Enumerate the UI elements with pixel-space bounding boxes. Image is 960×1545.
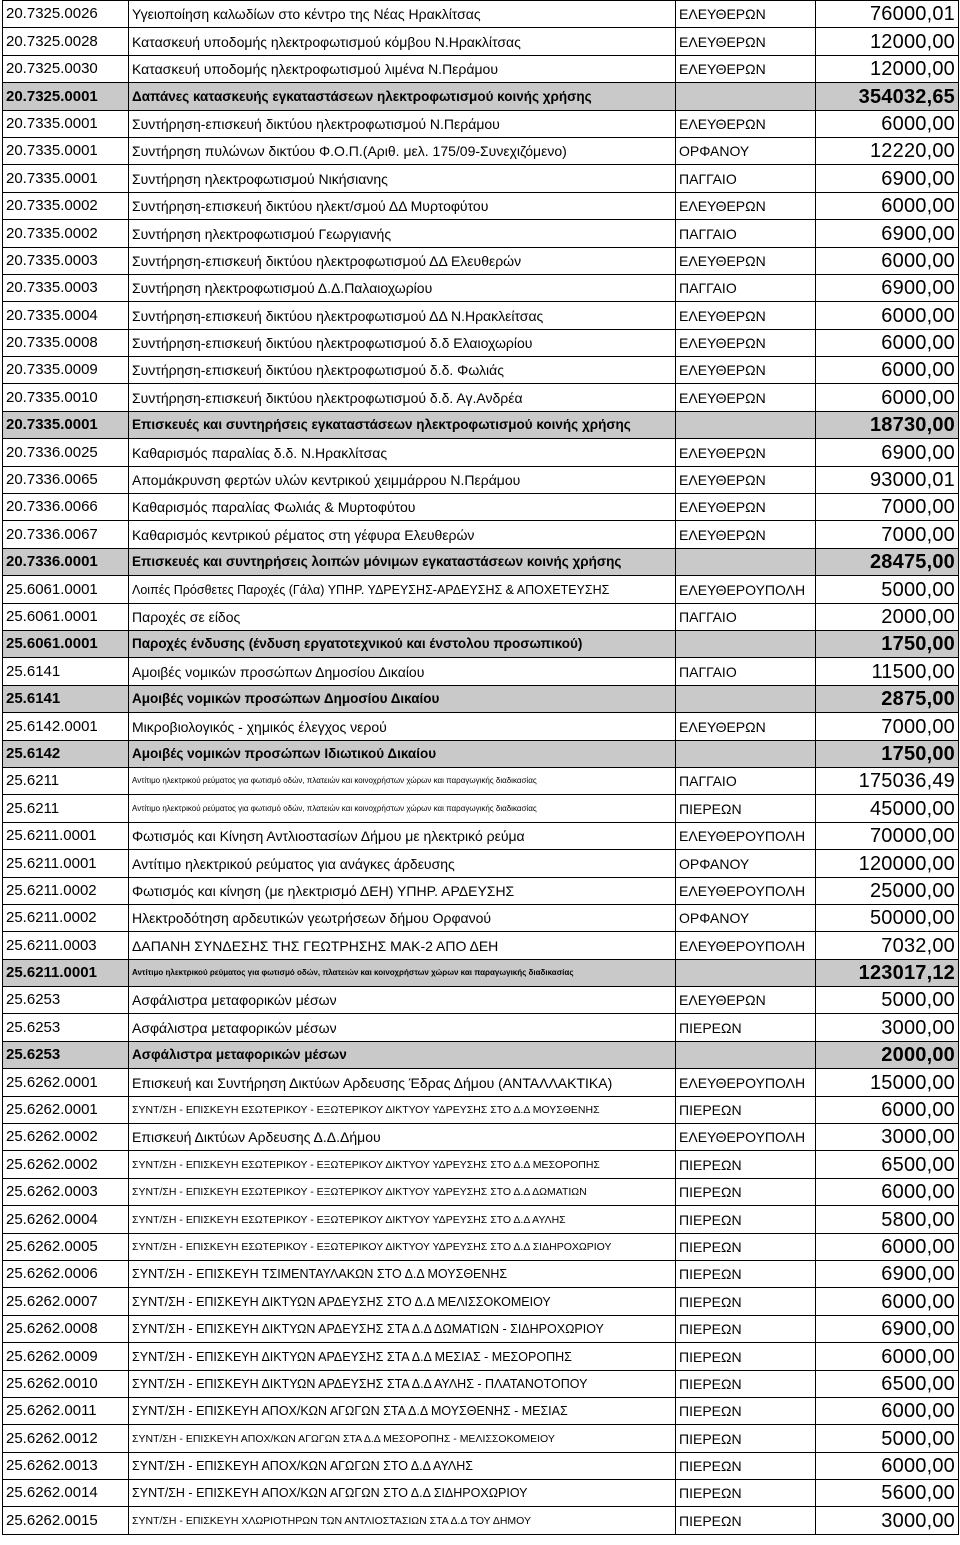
- description-cell: Αντίτιμο ηλεκτρικού ρεύματος για φωτισμό οδών, πλατειών και κοινοχρήστων χώρων και παραγωγικής διαδικασίας: [129, 767, 676, 794]
- table-row: [3, 767, 959, 794]
- account-code-cell: 20.7335.0001: [3, 411, 129, 438]
- account-code-cell: 20.7335.0004: [3, 302, 129, 329]
- area-cell: ΕΛΕΥΘΕΡΩΝ: [676, 466, 816, 493]
- account-code-cell: 25.6211.0002: [3, 904, 129, 931]
- area-cell: ΕΛΕΥΘΕΡΟΥΠΟΛΗ: [676, 1069, 816, 1096]
- description-cell: Συντήρηση ηλεκτροφωτισμού Γεωργιανής: [129, 220, 676, 247]
- description-cell: Επισκευές και συντηρήσεις λοιπών μόνιμων εγκαταστάσεων κοινής χρήσης: [129, 548, 676, 575]
- account-code-cell: 20.7335.0001: [3, 165, 129, 192]
- amount-cell: 354032,65: [816, 83, 959, 110]
- description-cell: Δαπάνες κατασκευής εγκαταστάσεων ηλεκτροφωτισμού κοινής χρήσης: [129, 83, 676, 110]
- amount-cell: 2875,00: [816, 685, 959, 712]
- amount-cell: 28475,00: [816, 548, 959, 575]
- description-cell: Επισκευές και συντηρήσεις εγκαταστάσεων ηλεκτροφωτισμού κοινής χρήσης: [129, 411, 676, 438]
- amount-cell: 6000,00: [816, 1452, 959, 1479]
- account-code-cell: 25.6262.0013: [3, 1452, 129, 1479]
- amount-cell: 3000,00: [816, 1124, 959, 1151]
- amount-cell: 6900,00: [816, 1315, 959, 1342]
- description-cell: Ασφάλιστρα μεταφορικών μέσων: [129, 1014, 676, 1041]
- account-code-cell: 20.7335.0002: [3, 220, 129, 247]
- area-cell: ΠΙΕΡΕΩΝ: [676, 1370, 816, 1397]
- description-cell: ΣΥΝΤ/ΣΗ - ΕΠΙΣΚΕΥΗ ΕΣΩΤΕΡΙΚΟΥ - ΕΞΩΤΕΡΙΚΟΥ ΔΙΚΤΥΟΥ ΥΔΡΕΥΣΗΣ ΣΤΟ Δ.Δ ΜΟΥΣΘΕΝΗΣ: [129, 1096, 676, 1123]
- account-code-cell: 25.6262.0001: [3, 1096, 129, 1123]
- table-body: [3, 1, 959, 1535]
- amount-cell: 7000,00: [816, 713, 959, 740]
- amount-cell: 7000,00: [816, 494, 959, 521]
- table-row: [3, 220, 959, 247]
- description-cell: ΣΥΝΤ/ΣΗ - ΕΠΙΣΚΕΥΗ ΔΙΚΤΥΩΝ ΑΡΔΕΥΣΗΣ ΣΤΟ Δ.Δ ΜΕΛΙΣΣΟΚΟΜΕΙΟΥ: [129, 1288, 676, 1315]
- account-code-cell: 20.7335.0001: [3, 110, 129, 137]
- account-code-cell: 20.7336.0067: [3, 521, 129, 548]
- account-code-cell: 25.6262.0006: [3, 1260, 129, 1287]
- area-cell: ΕΛΕΥΘΕΡΩΝ: [676, 192, 816, 219]
- account-code-cell: 25.6262.0015: [3, 1507, 129, 1534]
- description-cell: Κατασκευή υποδομής ηλεκτροφωτισμού λιμένα Ν.Περάμου: [129, 55, 676, 82]
- amount-cell: 6000,00: [816, 192, 959, 219]
- amount-cell: 6900,00: [816, 439, 959, 466]
- area-cell: ΠΑΓΓΑΙΟ: [676, 274, 816, 301]
- description-cell: Φωτισμός και Κίνηση Αντλιοστασίων Δήμου με ηλεκτρικό ρεύμα: [129, 822, 676, 849]
- account-code-cell: 25.6141: [3, 658, 129, 685]
- account-code-cell: 25.6262.0008: [3, 1315, 129, 1342]
- description-cell: Συντήρηση-επισκευή δικτύου ηλεκτ/σμού ΔΔ Μυρτοφύτου: [129, 192, 676, 219]
- description-cell: ΣΥΝΤ/ΣΗ - ΕΠΙΣΚΕΥΗ ΑΠΟΧ/ΚΩΝ ΑΓΩΓΩΝ ΣΤΑ Δ.Δ ΜΟΥΣΘΕΝΗΣ - ΜΕΣΙΑΣ: [129, 1397, 676, 1424]
- description-cell: Λοιπές Πρόσθετες Παροχές (Γάλα) ΥΠΗΡ. ΥΔΡΕΥΣΗΣ-ΑΡΔΕΥΣΗΣ & ΑΠΟΧΕΤΕΥΣΗΣ: [129, 576, 676, 603]
- amount-cell: 6500,00: [816, 1370, 959, 1397]
- table-row: [3, 55, 959, 82]
- account-code-cell: 25.6211: [3, 795, 129, 822]
- description-cell: ΣΥΝΤ/ΣΗ - ΕΠΙΣΚΕΥΗ ΑΠΟΧ/ΚΩΝ ΑΓΩΓΩΝ ΣΤΟ Δ.Δ ΑΥΛΗΣ: [129, 1452, 676, 1479]
- area-cell: ΠΙΕΡΕΩΝ: [676, 1206, 816, 1233]
- area-cell: ΕΛΕΥΘΕΡΩΝ: [676, 357, 816, 384]
- amount-cell: 5000,00: [816, 1425, 959, 1452]
- account-code-cell: 20.7336.0065: [3, 466, 129, 493]
- area-cell: ΠΙΕΡΕΩΝ: [676, 1014, 816, 1041]
- amount-cell: 6000,00: [816, 384, 959, 411]
- account-code-cell: 25.6262.0010: [3, 1370, 129, 1397]
- area-cell: ΠΙΕΡΕΩΝ: [676, 1480, 816, 1507]
- table-row: [3, 1425, 959, 1452]
- table-row: [3, 658, 959, 685]
- area-cell: [676, 411, 816, 438]
- area-cell: ΠΑΓΓΑΙΟ: [676, 603, 816, 630]
- amount-cell: 3000,00: [816, 1507, 959, 1534]
- account-code-cell: 20.7336.0001: [3, 548, 129, 575]
- area-cell: ΟΡΦΑΝΟΥ: [676, 137, 816, 164]
- subtotal-row: [3, 1041, 959, 1068]
- area-cell: ΕΛΕΥΘΕΡΩΝ: [676, 247, 816, 274]
- account-code-cell: 25.6211.0003: [3, 932, 129, 959]
- amount-cell: 6000,00: [816, 1178, 959, 1205]
- description-cell: Αμοιβές νομικών προσώπων Δημοσίου Δικαίου: [129, 658, 676, 685]
- subtotal-row: [3, 548, 959, 575]
- table-row: [3, 1151, 959, 1178]
- description-cell: ΣΥΝΤ/ΣΗ - ΕΠΙΣΚΕΥΗ ΕΣΩΤΕΡΙΚΟΥ - ΕΞΩΤΕΡΙΚΟΥ ΔΙΚΤΥΟΥ ΥΔΡΕΥΣΗΣ ΣΤΟ Δ.Δ ΔΩΜΑΤΙΩΝ: [129, 1178, 676, 1205]
- description-cell: Συντήρηση-επισκευή δικτύου ηλεκτροφωτισμού δ.δ. Φωλιάς: [129, 357, 676, 384]
- account-code-cell: 25.6262.0002: [3, 1124, 129, 1151]
- table-row: [3, 1233, 959, 1260]
- area-cell: ΠΙΕΡΕΩΝ: [676, 1288, 816, 1315]
- description-cell: ΔΑΠΑΝΗ ΣΥΝΔΕΣΗΣ ΤΗΣ ΓΕΩΤΡΗΣΗΣ ΜΑΚ-2 ΑΠΟ ΔΕΗ: [129, 932, 676, 959]
- area-cell: ΕΛΕΥΘΕΡΩΝ: [676, 713, 816, 740]
- table-row: [3, 850, 959, 877]
- amount-cell: 175036,49: [816, 767, 959, 794]
- area-cell: ΠΙΕΡΕΩΝ: [676, 1151, 816, 1178]
- account-code-cell: 25.6262.0002: [3, 1151, 129, 1178]
- amount-cell: 6000,00: [816, 1288, 959, 1315]
- account-code-cell: 25.6262.0003: [3, 1178, 129, 1205]
- subtotal-row: [3, 83, 959, 110]
- amount-cell: 2000,00: [816, 1041, 959, 1068]
- account-code-cell: 25.6253: [3, 987, 129, 1014]
- amount-cell: 6900,00: [816, 220, 959, 247]
- table-row: [3, 1096, 959, 1123]
- area-cell: [676, 740, 816, 767]
- description-cell: Αντίτιμο ηλεκτρικού ρεύματος για φωτισμό οδών, πλατειών και κοινοχρήστων χώρων και παραγωγικής διαδικασίας: [129, 795, 676, 822]
- description-cell: Μικροβιολογικός - χημικός έλεγχος νερού: [129, 713, 676, 740]
- description-cell: Καθαρισμός παραλίας Φωλιάς & Μυρτοφύτου: [129, 494, 676, 521]
- table-row: [3, 137, 959, 164]
- account-code-cell: 20.7335.0009: [3, 357, 129, 384]
- account-code-cell: 25.6211.0001: [3, 850, 129, 877]
- description-cell: ΣΥΝΤ/ΣΗ - ΕΠΙΣΚΕΥΗ ΔΙΚΤΥΩΝ ΑΡΔΕΥΣΗΣ ΣΤΑ Δ.Δ ΑΥΛΗΣ - ΠΛΑΤΑΝΟΤΟΠΟΥ: [129, 1370, 676, 1397]
- table-row: [3, 877, 959, 904]
- area-cell: [676, 83, 816, 110]
- area-cell: ΠΙΕΡΕΩΝ: [676, 1397, 816, 1424]
- table-row: [3, 795, 959, 822]
- table-row: [3, 247, 959, 274]
- description-cell: Συντήρηση-επισκευή δικτύου ηλεκτροφωτισμού ΔΔ Ν.Ηρακλείτσας: [129, 302, 676, 329]
- subtotal-row: [3, 630, 959, 657]
- area-cell: ΕΛΕΥΘΕΡΩΝ: [676, 987, 816, 1014]
- description-cell: ΣΥΝΤ/ΣΗ - ΕΠΙΣΚΕΥΗ ΤΣΙΜΕΝΤΑΥΛΑΚΩΝ ΣΤΟ Δ.Δ ΜΟΥΣΘΕΝΗΣ: [129, 1260, 676, 1287]
- account-code-cell: 20.7336.0066: [3, 494, 129, 521]
- amount-cell: 70000,00: [816, 822, 959, 849]
- amount-cell: 6000,00: [816, 329, 959, 356]
- account-code-cell: 20.7325.0028: [3, 28, 129, 55]
- area-cell: [676, 1041, 816, 1068]
- table-row: [3, 1480, 959, 1507]
- description-cell: Αμοιβές νομικών προσώπων Δημοσίου Δικαίου: [129, 685, 676, 712]
- table-row: [3, 1124, 959, 1151]
- account-code-cell: 20.7335.0008: [3, 329, 129, 356]
- amount-cell: 12220,00: [816, 137, 959, 164]
- amount-cell: 6000,00: [816, 1096, 959, 1123]
- amount-cell: 15000,00: [816, 1069, 959, 1096]
- budget-table: [2, 0, 959, 1535]
- amount-cell: 5600,00: [816, 1480, 959, 1507]
- amount-cell: 12000,00: [816, 28, 959, 55]
- table-row: [3, 28, 959, 55]
- account-code-cell: 25.6262.0004: [3, 1206, 129, 1233]
- table-row: [3, 384, 959, 411]
- area-cell: ΠΑΓΓΑΙΟ: [676, 767, 816, 794]
- amount-cell: 7000,00: [816, 521, 959, 548]
- description-cell: Συντήρηση-επισκευή δικτύου ηλεκτροφωτισμού δ.δ. Αγ.Ανδρέα: [129, 384, 676, 411]
- area-cell: ΠΑΓΓΑΙΟ: [676, 658, 816, 685]
- table-row: [3, 521, 959, 548]
- description-cell: Συντήρηση ηλεκτροφωτισμού Δ.Δ.Παλαιοχωρίου: [129, 274, 676, 301]
- table-row: [3, 904, 959, 931]
- description-cell: ΣΥΝΤ/ΣΗ - ΕΠΙΣΚΕΥΗ ΑΠΟΧ/ΚΩΝ ΑΓΩΓΩΝ ΣΤΟ Δ.Δ ΣΙΔΗΡΟΧΩΡΙΟΥ: [129, 1480, 676, 1507]
- description-cell: Συντήρηση ηλεκτροφωτισμού Νικήσιανης: [129, 165, 676, 192]
- table-row: [3, 932, 959, 959]
- account-code-cell: 25.6061.0001: [3, 630, 129, 657]
- table-row: [3, 987, 959, 1014]
- table-row: [3, 329, 959, 356]
- description-cell: Ασφάλιστρα μεταφορικών μέσων: [129, 1041, 676, 1068]
- account-code-cell: 25.6262.0001: [3, 1069, 129, 1096]
- amount-cell: 6000,00: [816, 357, 959, 384]
- account-code-cell: 25.6142.0001: [3, 713, 129, 740]
- description-cell: Παροχές σε είδος: [129, 603, 676, 630]
- description-cell: Καθαρισμός παραλίας δ.δ. Ν.Ηρακλίτσας: [129, 439, 676, 466]
- area-cell: ΕΛΕΥΘΕΡΟΥΠΟΛΗ: [676, 1124, 816, 1151]
- account-code-cell: 20.7335.0010: [3, 384, 129, 411]
- description-cell: Συντήρηση-επισκευή δικτύου ηλεκτροφωτισμού ΔΔ Ελευθερών: [129, 247, 676, 274]
- account-code-cell: 20.7325.0030: [3, 55, 129, 82]
- area-cell: ΟΡΦΑΝΟΥ: [676, 904, 816, 931]
- table-row: [3, 165, 959, 192]
- account-code-cell: 25.6253: [3, 1014, 129, 1041]
- table-row: [3, 1507, 959, 1534]
- area-cell: ΕΛΕΥΘΕΡΟΥΠΟΛΗ: [676, 932, 816, 959]
- table-row: [3, 1397, 959, 1424]
- description-cell: Συντήρηση-επισκευή δικτύου ηλεκτροφωτισμού δ.δ Ελαιοχωρίου: [129, 329, 676, 356]
- amount-cell: 5000,00: [816, 987, 959, 1014]
- amount-cell: 76000,01: [816, 1, 959, 28]
- description-cell: Κατασκευή υποδομής ηλεκτροφωτισμού κόμβου Ν.Ηρακλίτσας: [129, 28, 676, 55]
- amount-cell: 6000,00: [816, 110, 959, 137]
- amount-cell: 6900,00: [816, 274, 959, 301]
- description-cell: Αντίτιμο ηλεκτρικού ρεύματος για ανάγκες άρδευσης: [129, 850, 676, 877]
- account-code-cell: 20.7335.0002: [3, 192, 129, 219]
- table-row: [3, 1343, 959, 1370]
- table-row: [3, 466, 959, 493]
- table-row: [3, 494, 959, 521]
- table-row: [3, 713, 959, 740]
- amount-cell: 6900,00: [816, 1260, 959, 1287]
- area-cell: ΕΛΕΥΘΕΡΩΝ: [676, 110, 816, 137]
- table-row: [3, 576, 959, 603]
- description-cell: ΣΥΝΤ/ΣΗ - ΕΠΙΣΚΕΥΗ ΕΣΩΤΕΡΙΚΟΥ - ΕΞΩΤΕΡΙΚΟΥ ΔΙΚΤΥΟΥ ΥΔΡΕΥΣΗΣ ΣΤΟ Δ.Δ ΜΕΣΟΡΟΠΗΣ: [129, 1151, 676, 1178]
- area-cell: ΠΙΕΡΕΩΝ: [676, 1315, 816, 1342]
- description-cell: ΣΥΝΤ/ΣΗ - ΕΠΙΣΚΕΥΗ ΧΛΩΡΙΟΤΗΡΩΝ ΤΩΝ ΑΝΤΛΙΟΣΤΑΣΙΩΝ ΣΤΑ Δ.Δ ΤΟΥ ΔΗΜΟΥ: [129, 1507, 676, 1534]
- area-cell: ΟΡΦΑΝΟΥ: [676, 850, 816, 877]
- subtotal-row: [3, 959, 959, 986]
- description-cell: Απομάκρυνση φερτών υλών κεντρικού χειμμάρρου Ν.Περάμου: [129, 466, 676, 493]
- area-cell: ΠΙΕΡΕΩΝ: [676, 795, 816, 822]
- account-code-cell: 25.6061.0001: [3, 603, 129, 630]
- table-row: [3, 1452, 959, 1479]
- amount-cell: 45000,00: [816, 795, 959, 822]
- amount-cell: 6900,00: [816, 165, 959, 192]
- area-cell: ΠΙΕΡΕΩΝ: [676, 1260, 816, 1287]
- account-code-cell: 25.6142: [3, 740, 129, 767]
- amount-cell: 18730,00: [816, 411, 959, 438]
- account-code-cell: 25.6262.0012: [3, 1425, 129, 1452]
- amount-cell: 50000,00: [816, 904, 959, 931]
- amount-cell: 5800,00: [816, 1206, 959, 1233]
- table-row: [3, 822, 959, 849]
- amount-cell: 1750,00: [816, 630, 959, 657]
- area-cell: ΕΛΕΥΘΕΡΩΝ: [676, 439, 816, 466]
- area-cell: ΕΛΕΥΘΕΡΩΝ: [676, 28, 816, 55]
- area-cell: ΕΛΕΥΘΕΡΩΝ: [676, 1, 816, 28]
- account-code-cell: 25.6211.0002: [3, 877, 129, 904]
- table-row: [3, 1014, 959, 1041]
- account-code-cell: 25.6211.0001: [3, 959, 129, 986]
- area-cell: ΠΑΓΓΑΙΟ: [676, 165, 816, 192]
- amount-cell: 120000,00: [816, 850, 959, 877]
- table-row: [3, 1206, 959, 1233]
- description-cell: Συντήρηση-επισκευή δικτύου ηλεκτροφωτισμού Ν.Περάμου: [129, 110, 676, 137]
- description-cell: Συντήρηση πυλώνων δικτύου Φ.Ο.Π.(Αριθ. μελ. 175/09-Συνεχιζόμενο): [129, 137, 676, 164]
- amount-cell: 1750,00: [816, 740, 959, 767]
- subtotal-row: [3, 685, 959, 712]
- table-row: [3, 439, 959, 466]
- account-code-cell: 25.6211.0001: [3, 822, 129, 849]
- table-row: [3, 357, 959, 384]
- account-code-cell: 20.7325.0026: [3, 1, 129, 28]
- area-cell: ΕΛΕΥΘΕΡΟΥΠΟΛΗ: [676, 576, 816, 603]
- subtotal-row: [3, 411, 959, 438]
- amount-cell: 6500,00: [816, 1151, 959, 1178]
- area-cell: ΠΙΕΡΕΩΝ: [676, 1507, 816, 1534]
- area-cell: ΕΛΕΥΘΕΡΩΝ: [676, 55, 816, 82]
- description-cell: Υγειοποίηση καλωδίων στο κέντρο της Νέας Ηρακλίτσας: [129, 1, 676, 28]
- area-cell: ΠΙΕΡΕΩΝ: [676, 1233, 816, 1260]
- account-code-cell: 25.6262.0014: [3, 1480, 129, 1507]
- account-code-cell: 20.7335.0003: [3, 247, 129, 274]
- account-code-cell: 20.7335.0001: [3, 137, 129, 164]
- amount-cell: 6000,00: [816, 1233, 959, 1260]
- table-row: [3, 1, 959, 28]
- area-cell: ΕΛΕΥΘΕΡΩΝ: [676, 302, 816, 329]
- description-cell: ΣΥΝΤ/ΣΗ - ΕΠΙΣΚΕΥΗ ΔΙΚΤΥΩΝ ΑΡΔΕΥΣΗΣ ΣΤΑ Δ.Δ ΔΩΜΑΤΙΩΝ - ΣΙΔΗΡΟΧΩΡΙΟΥ: [129, 1315, 676, 1342]
- table-row: [3, 192, 959, 219]
- area-cell: [676, 630, 816, 657]
- description-cell: ΣΥΝΤ/ΣΗ - ΕΠΙΣΚΕΥΗ ΔΙΚΤΥΩΝ ΑΡΔΕΥΣΗΣ ΣΤΑ Δ.Δ ΜΕΣΙΑΣ - ΜΕΣΟΡΟΠΗΣ: [129, 1343, 676, 1370]
- account-code-cell: 25.6262.0007: [3, 1288, 129, 1315]
- table-row: [3, 302, 959, 329]
- table-row: [3, 1288, 959, 1315]
- account-code-cell: 25.6262.0009: [3, 1343, 129, 1370]
- table-row: [3, 1370, 959, 1397]
- account-code-cell: 25.6061.0001: [3, 576, 129, 603]
- area-cell: ΠΙΕΡΕΩΝ: [676, 1425, 816, 1452]
- area-cell: ΠΙΕΡΕΩΝ: [676, 1452, 816, 1479]
- account-code-cell: 20.7335.0003: [3, 274, 129, 301]
- table-row: [3, 603, 959, 630]
- amount-cell: 6000,00: [816, 1343, 959, 1370]
- description-cell: Αμοιβές νομικών προσώπων Ιδιωτικού Δικαίου: [129, 740, 676, 767]
- description-cell: Ηλεκτροδότηση αρδευτικών γεωτρήσεων δήμου Ορφανού: [129, 904, 676, 931]
- area-cell: [676, 959, 816, 986]
- area-cell: ΠΙΕΡΕΩΝ: [676, 1096, 816, 1123]
- amount-cell: 12000,00: [816, 55, 959, 82]
- table-row: [3, 1260, 959, 1287]
- amount-cell: 123017,12: [816, 959, 959, 986]
- description-cell: Ασφάλιστρα μεταφορικών μέσων: [129, 987, 676, 1014]
- description-cell: Επισκευή και Συντήρηση Δικτύων Αρδευσης Έδρας Δήμου (ΑΝΤΑΛΛΑΚΤΙΚΑ): [129, 1069, 676, 1096]
- amount-cell: 5000,00: [816, 576, 959, 603]
- area-cell: [676, 685, 816, 712]
- description-cell: Φωτισμός και κίνηση (με ηλεκτρισμό ΔΕΗ) ΥΠΗΡ. ΑΡΔΕΥΣΗΣ: [129, 877, 676, 904]
- description-cell: Αντίτιμο ηλεκτρικού ρεύματος για φωτισμό οδών, πλατειών και κοινοχρήστων χώρων και παραγωγικής διαδικασίας: [129, 959, 676, 986]
- table-row: [3, 1178, 959, 1205]
- description-cell: ΣΥΝΤ/ΣΗ - ΕΠΙΣΚΕΥΗ ΕΣΩΤΕΡΙΚΟΥ - ΕΞΩΤΕΡΙΚΟΥ ΔΙΚΤΥΟΥ ΥΔΡΕΥΣΗΣ ΣΤΟ Δ.Δ ΣΙΔΗΡΟΧΩΡΙΟΥ: [129, 1233, 676, 1260]
- area-cell: ΕΛΕΥΘΕΡΟΥΠΟΛΗ: [676, 822, 816, 849]
- table-row: [3, 274, 959, 301]
- account-code-cell: 25.6141: [3, 685, 129, 712]
- amount-cell: 6000,00: [816, 302, 959, 329]
- description-cell: ΣΥΝΤ/ΣΗ - ΕΠΙΣΚΕΥΗ ΑΠΟΧ/ΚΩΝ ΑΓΩΓΩΝ ΣΤΑ Δ.Δ ΜΕΣΟΡΟΠΗΣ - ΜΕΛΙΣΣΟΚΟΜΕΙΟΥ: [129, 1425, 676, 1452]
- table-row: [3, 1315, 959, 1342]
- amount-cell: 7032,00: [816, 932, 959, 959]
- amount-cell: 25000,00: [816, 877, 959, 904]
- area-cell: ΠΑΓΓΑΙΟ: [676, 220, 816, 247]
- area-cell: ΕΛΕΥΘΕΡΩΝ: [676, 329, 816, 356]
- amount-cell: 6000,00: [816, 247, 959, 274]
- account-code-cell: 25.6262.0005: [3, 1233, 129, 1260]
- area-cell: [676, 548, 816, 575]
- account-code-cell: 25.6211: [3, 767, 129, 794]
- area-cell: ΠΙΕΡΕΩΝ: [676, 1178, 816, 1205]
- account-code-cell: 20.7325.0001: [3, 83, 129, 110]
- area-cell: ΕΛΕΥΘΕΡΩΝ: [676, 384, 816, 411]
- amount-cell: 6000,00: [816, 1397, 959, 1424]
- area-cell: ΕΛΕΥΘΕΡΟΥΠΟΛΗ: [676, 877, 816, 904]
- description-cell: Επισκευή Δικτύων Αρδευσης Δ.Δ.Δήμου: [129, 1124, 676, 1151]
- account-code-cell: 20.7336.0025: [3, 439, 129, 466]
- description-cell: Καθαρισμός κεντρικού ρέματος στη γέφυρα Ελευθερών: [129, 521, 676, 548]
- amount-cell: 11500,00: [816, 658, 959, 685]
- subtotal-row: [3, 740, 959, 767]
- table-row: [3, 110, 959, 137]
- amount-cell: 93000,01: [816, 466, 959, 493]
- account-code-cell: 25.6262.0011: [3, 1397, 129, 1424]
- area-cell: ΠΙΕΡΕΩΝ: [676, 1343, 816, 1370]
- description-cell: Παροχές ένδυσης (ένδυση εργατοτεχνικού και ένστολου προσωπικού): [129, 630, 676, 657]
- description-cell: ΣΥΝΤ/ΣΗ - ΕΠΙΣΚΕΥΗ ΕΣΩΤΕΡΙΚΟΥ - ΕΞΩΤΕΡΙΚΟΥ ΔΙΚΤΥΟΥ ΥΔΡΕΥΣΗΣ ΣΤΟ Δ.Δ ΑΥΛΗΣ: [129, 1206, 676, 1233]
- account-code-cell: 25.6253: [3, 1041, 129, 1068]
- area-cell: ΕΛΕΥΘΕΡΩΝ: [676, 521, 816, 548]
- amount-cell: 3000,00: [816, 1014, 959, 1041]
- table-row: [3, 1069, 959, 1096]
- area-cell: ΕΛΕΥΘΕΡΩΝ: [676, 494, 816, 521]
- amount-cell: 2000,00: [816, 603, 959, 630]
